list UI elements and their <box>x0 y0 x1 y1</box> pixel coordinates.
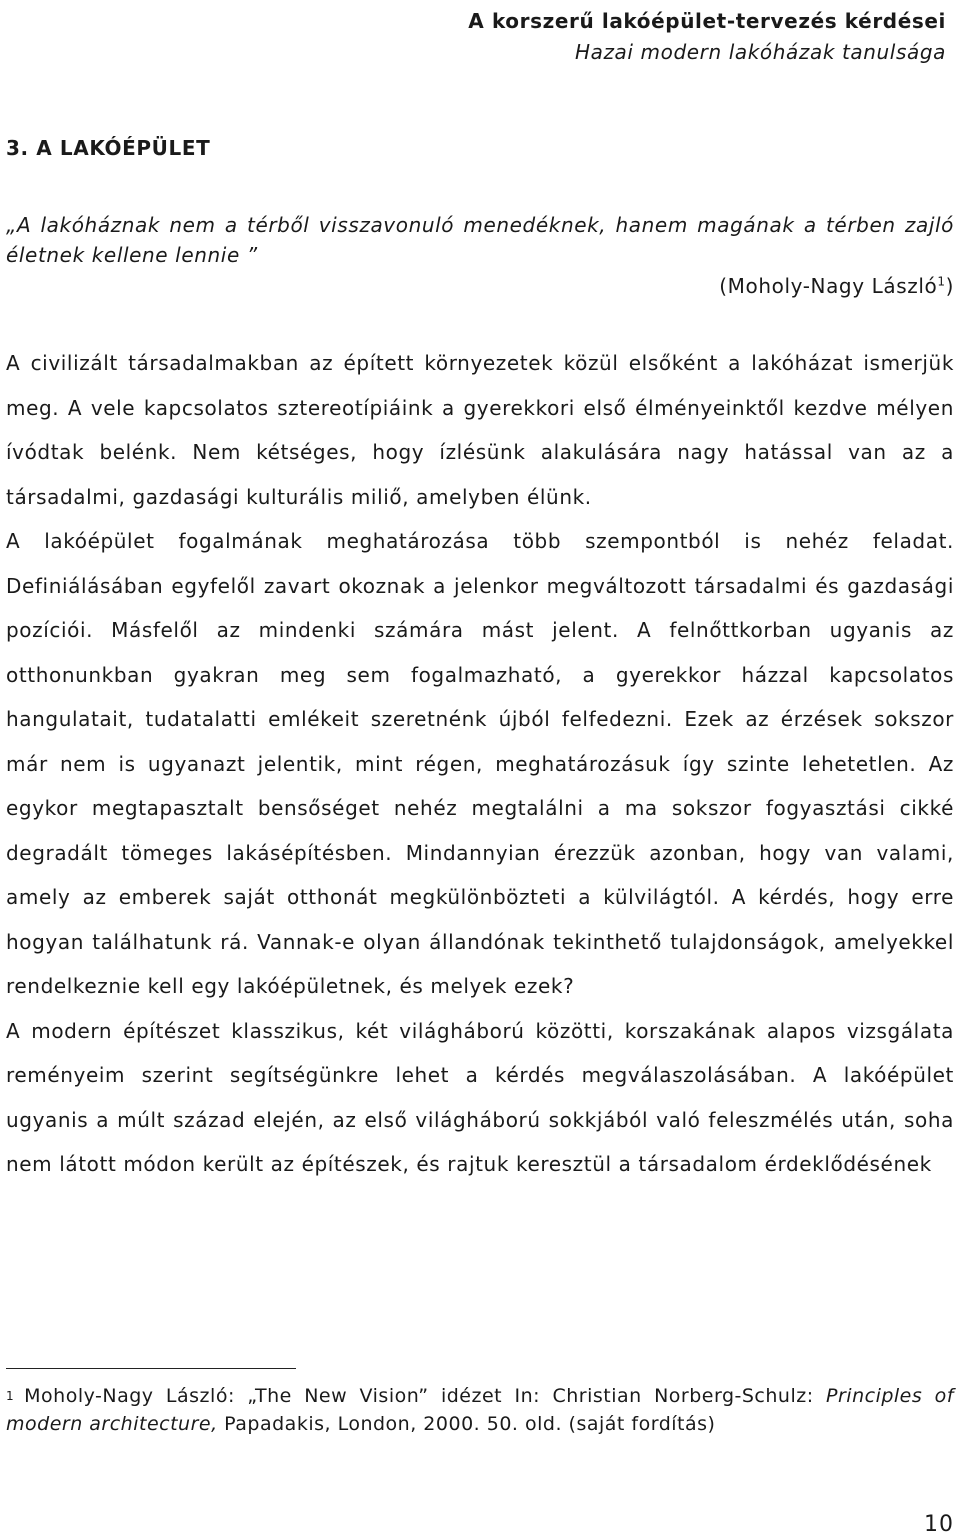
motto-attribution <box>6 271 954 301</box>
footnote-text: Moholy-Nagy László: „The New Vision” idézet In: Christian Norberg-Schulz: <box>24 1385 827 1407</box>
paragraph: A civilizált társadalmakban az épített környezetek közül elsőként a lakóházat ismerjük meg. A vele kapcsolatos sztereotípiáink a gyerekkori első élményeinktől kezdve mélyen ívódtak belénk. Nem kétséges, hogy ízlésünk alakulására nagy hatással van az a társadalmi, gazdasági kulturális miliő, amelyben élünk. <box>6 351 954 509</box>
running-header <box>468 6 946 68</box>
footnote-number: 1 <box>6 1389 15 1403</box>
motto-attribution-close: ) <box>945 274 954 298</box>
footnote-book-title: Principles of modern architecture, <box>6 1385 954 1435</box>
header-subtitle: Hazai modern lakóházak tanulsága <box>574 40 946 64</box>
footnote-reference[interactable]: 1 <box>937 274 946 289</box>
footnote-separator <box>6 1368 296 1369</box>
motto-author: (Moholy-Nagy László <box>719 274 938 298</box>
body-text <box>6 341 954 1187</box>
chapter-title: 3. A LAKÓÉPÜLET <box>6 136 211 160</box>
footnote-publication: Papadakis, London, 2000. 50. old. (saját fordítás) <box>217 1413 716 1435</box>
motto-block <box>6 210 954 301</box>
paragraph: A modern építészet klasszikus, két világháború közötti, korszakának alapos vizsgálata reményeim szerint segítségünkre lehet a kérdés megválaszolásában. A lakóépület ugyanis a múlt század elején, az első világháború sokkjából való feleszmélés után, soha nem látott módon került az építészek, és rajtuk keresztül a társadalom érdeklődésének <box>6 1018 954 1176</box>
footnote <box>6 1382 954 1438</box>
page-number: 10 <box>924 1512 954 1537</box>
paragraph: A lakóépület fogalmának meghatározása több szempontból is nehéz feladat. Definiálásában egyfelől zavart okoznak a jelenkor megváltozott társadalmi és gazdasági pozíciói. Másfelől az mindenki számára mást jelent. A felnőttkorban ugyanis az otthonunkban gyakran meg sem fogalmazható, a gyerekkor házzal kapcsolatos hangulatait, tudatalatti emlékeit szeretnénk újból felfedezni. Ezek az érzések sokszor már nem is ugyanazt jelentik, mint régen, meghatározásuk így szinte lehetetlen. Az egykor megtapasztalt bensőséget nehéz megtalálni a ma sokszor fogyasztási cikké degradált tömeges lakásépítésben. Mindannyian érezzük azonban, hogy van valami, amely az emberek saját otthonát megkülönbözteti a külvilágtól. A kérdés, hogy erre hogyan találhatunk rá. Vannak-e olyan állandónak tekinthető tulajdonságok, amelyekkel rendelkeznie kell egy lakóépületnek, és melyek ezek? <box>6 529 954 998</box>
motto-quote: „A lakóháznak nem a térből visszavonuló menedéknek, hanem magának a térben zajló életnek kellene lennie ” <box>6 213 954 267</box>
header-title: A korszerű lakóépület-tervezés kérdései <box>468 9 946 33</box>
